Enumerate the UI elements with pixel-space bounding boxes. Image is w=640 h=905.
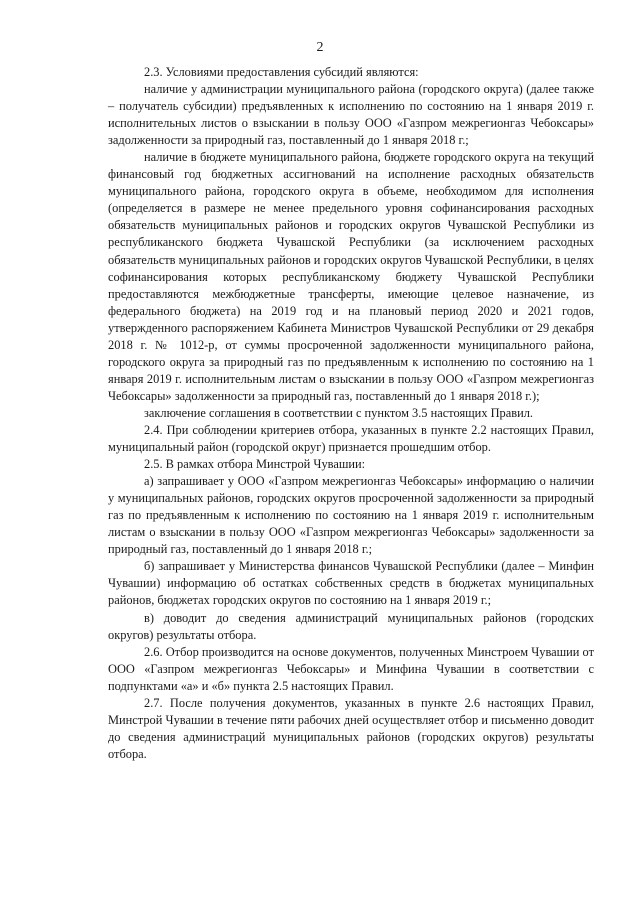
page-number: 2: [316, 40, 324, 55]
paragraph-condition-budget: наличие в бюджете муниципального района, бюджете городского округа на текущий финансовый год бюджетных ассигнований на исполнение расходных обязательств муниципального района, городского округа в объеме, необходимом для исполнения (определяется в размере не менее предельного уровня софинансирования расходных обязательств муниципальных районов и городских округов Чувашской Республики из республиканского бюджета Чувашской Республики (за исключением расходных обязательств муниципальных районов и городских округов Чувашской Республики, в целях софинансирования которых республиканскому бюджету Чувашской Республики предоставляются межбюджетные трансферты, имеющие целевое назначение, из федерального бюджета) на 2019 год и на плановый период 2020 и 2021 годов, утвержденного распоряжением Кабинета Министров Чувашской Республики от 29 декабря 2018 г. № 1012-р, от суммы просроченной задолженности муниципального района, городского округа за природный газ по предъявленным к исполнению по состоянию на 1 января 2019 г. исполнительным листам о взыскании в пользу ООО «Газпром межрегионгаз Чебоксары» задолженности за природный газ, поставленный до 1 января 2018 г.);: [108, 150, 594, 403]
paragraph-2-5-c: в) доводит до сведения администраций муниципальных районов (городских округов) результаты отбора.: [108, 610, 594, 642]
document-body: [108, 64, 594, 763]
paragraph-2-3-heading: 2.3. Условиями предоставления субсидий являются:: [144, 65, 419, 79]
paragraph-2-7: 2.7. После получения документов, указанных в пункте 2.6 настоящих Правил, Минстрой Чувашии в течение пяти рабочих дней осуществляет отбор и письменно доводит до сведения администраций муниципальных районов (городских округов) результаты отбора.: [108, 695, 594, 761]
paragraph-condition-writs: наличие у администрации муниципального района (городского округа) (далее также – получатель субсидии) предъявленных к исполнению по состоянию на 1 января 2019 г. исполнительных листов о взыскании в пользу ООО «Газпром межрегионгаз Чебоксары» задолженности за природный газ, поставленный до 1 января 2018 г.;: [108, 82, 594, 148]
paragraph-2-4: 2.4. При соблюдении критериев отбора, указанных в пункте 2.2 настоящих Правил, муниципальный район (городской округ) признается прошедшим отбор.: [108, 422, 594, 455]
paragraph-condition-agreement: заключение соглашения в соответствии с пунктом 3.5 настоящих Правил.: [144, 405, 534, 420]
paragraph-2-6: 2.6. Отбор производится на основе документов, полученных Минстроем Чувашии от ООО «Газпром межрегионгаз Чебоксары» и Минфина Чувашии в соответствии с подпунктами «а» и «б» пункта 2.5 настоящих Правил.: [108, 644, 594, 693]
paragraph-2-5-b: б) запрашивает у Министерства финансов Чувашской Республики (далее – Минфин Чувашии) информацию об остатках собственных средств в бюджетах муниципальных районов, бюджетах городских округов по состоянию на 1 января 2019 г.;: [108, 559, 594, 608]
paragraph-2-5-a: а) запрашивает у ООО «Газпром межрегионгаз Чебоксары» информацию о наличии у муниципальных районов, городских округов просроченной задолженности за природный газ по предъявленным к исполнению по состоянию на 1 января 2019 г. исполнительным листам о взыскании в пользу ООО «Газпром межрегионгаз Чебоксары» задолженности за природный газ, поставленный до 1 января 2018 г.;: [108, 474, 594, 557]
paragraph-2-5-heading: 2.5. В рамках отбора Минстрой Чувашии:: [144, 457, 366, 472]
